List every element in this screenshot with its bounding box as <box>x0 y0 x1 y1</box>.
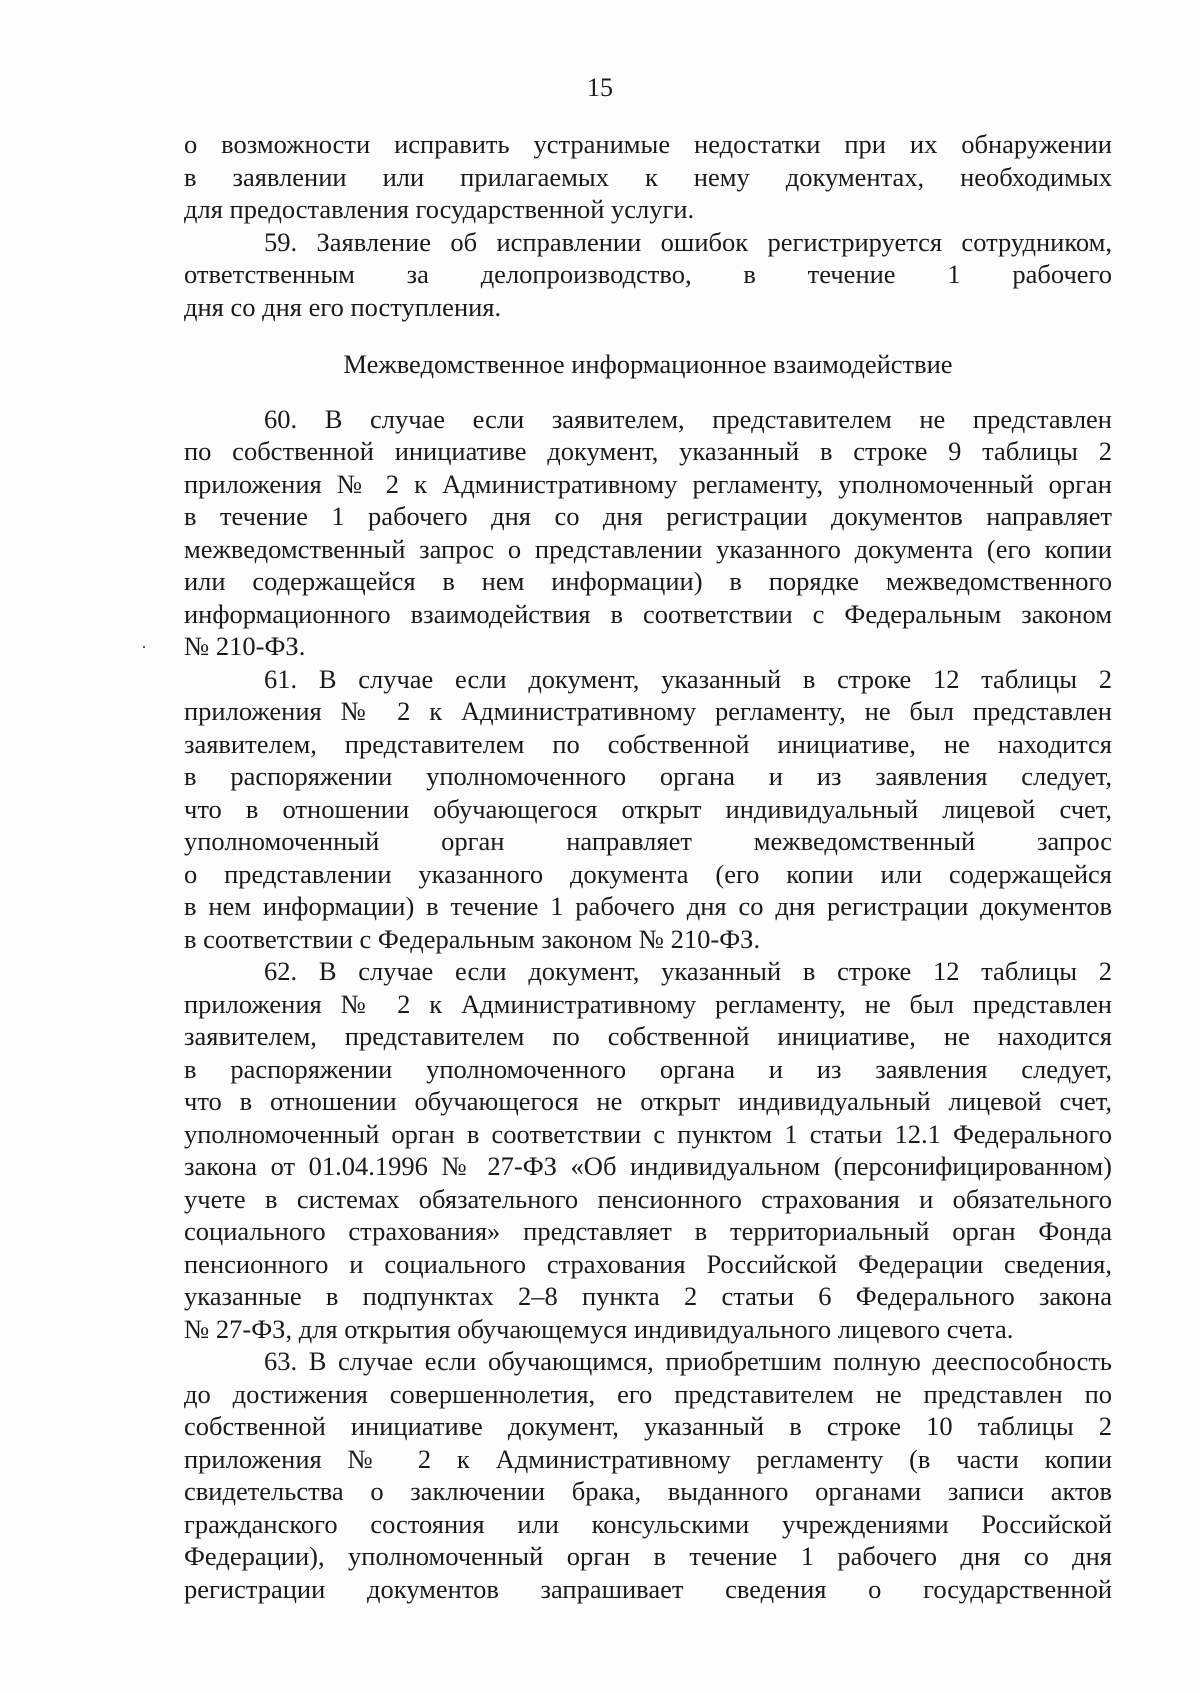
text-line: свидетельства о заключении брака, выданного органами записи актов <box>184 1476 1112 1506</box>
text-line: в нем информации) в течение 1 рабочего дня со дня регистрации документов <box>184 891 1112 921</box>
paragraph <box>184 226 1112 324</box>
scan-speck <box>143 646 145 648</box>
text-line: закона от 01.04.1996 № 27-ФЗ «Об индивидуальном (персонифицированном) <box>184 1151 1112 1181</box>
text-line: ответственным за делопроизводство, в течение 1 рабочего <box>184 259 1112 289</box>
text-line: уполномоченный орган в соответствии с пунктом 1 статьи 12.1 Федерального <box>184 1118 1112 1149</box>
text-line: в распоряжении уполномоченного органа и из заявления следует, <box>184 1053 1112 1084</box>
text-line: Федерации), уполномоченный орган в течение 1 рабочего дня со дня <box>184 1541 1112 1571</box>
text-line: о возможности исправить устранимые недостатки при их обнаружении <box>184 129 1112 159</box>
text-line: уполномоченный орган направляет межведомственный запрос <box>184 826 1112 856</box>
page-number: 15 <box>587 73 613 102</box>
text-line: заявителем, представителем по собственной инициативе, не находится <box>184 728 1112 759</box>
text-line: для предоставления государственной услуги. <box>184 194 695 224</box>
text-line: приложения № 2 к Административному регламенту, не был представлен <box>184 988 1112 1019</box>
text-line: по собственной инициативе документ, указанный в строке 9 таблицы 2 <box>184 436 1112 466</box>
text-line: что в отношении обучающегося не открыт индивидуальный лицевой счет, <box>184 1086 1112 1116</box>
text-line: или содержащейся в нем информации) в порядке межведомственного <box>184 566 1112 596</box>
text-line: 63. В случае если обучающимся, приобретшим полную дееспособность <box>264 1346 1112 1376</box>
paragraph <box>184 1345 1112 1605</box>
text-line: что в отношении обучающегося открыт индивидуальный лицевой счет, <box>184 793 1112 824</box>
text-line: указанные в подпунктах 2–8 пункта 2 статьи 6 Федерального закона <box>184 1281 1112 1311</box>
text-line: № 210-ФЗ. <box>184 631 306 661</box>
text-line: № 27-ФЗ, для открытия обучающемуся индивидуального лицевого счета. <box>184 1313 1014 1344</box>
section-heading <box>184 348 1112 381</box>
text-line: в распоряжении уполномоченного органа и из заявления следует, <box>184 761 1112 791</box>
document-body <box>184 128 1112 1605</box>
paragraph <box>184 663 1112 956</box>
text-line: приложения № 2 к Административному регламенту (в части копии <box>184 1443 1112 1474</box>
heading-text: Межведомственное информационное взаимодействие <box>343 349 953 379</box>
text-line: социального страхования» представляет в территориальный орган Фонда <box>184 1216 1112 1246</box>
text-line: 60. В случае если заявителем, представителем не представлен <box>264 403 1112 434</box>
text-line: о представлении указанного документа (его копии или содержащейся <box>184 858 1112 889</box>
text-line: 61. В случае если документ, указанный в строке 12 таблицы 2 <box>264 663 1112 694</box>
text-line: приложения № 2 к Административному регламенту, уполномоченный орган <box>184 468 1112 499</box>
text-line: приложения № 2 к Административному регламенту, не был представлен <box>184 696 1112 726</box>
text-line: 59. Заявление об исправлении ошибок регистрируется сотрудником, <box>264 226 1112 257</box>
text-line: до достижения совершеннолетия, его представителем не представлен по <box>184 1378 1112 1409</box>
paragraph <box>184 128 1112 226</box>
text-line: в течение 1 рабочего дня со дня регистрации документов направляет <box>184 501 1112 531</box>
paragraph <box>184 403 1112 663</box>
text-line: гражданского состояния или консульскими учреждениями Российской <box>184 1508 1112 1539</box>
text-line: регистрации документов запрашивает сведения о государственной <box>184 1573 1112 1604</box>
text-line: заявителем, представителем по собственной инициативе, не находится <box>184 1021 1112 1051</box>
text-line: 62. В случае если документ, указанный в строке 12 таблицы 2 <box>264 956 1112 986</box>
text-line: собственной инициативе документ, указанный в строке 10 таблицы 2 <box>184 1411 1112 1441</box>
text-line: в соответствии с Федеральным законом № 210-ФЗ. <box>184 923 761 954</box>
text-line: информационного взаимодействия в соответствии с Федеральным законом <box>184 598 1112 629</box>
text-line: в заявлении или прилагаемых к нему документах, необходимых <box>184 161 1112 192</box>
text-line: межведомственный запрос о представлении указанного документа (его копии <box>184 533 1112 564</box>
text-line: учете в системах обязательного пенсионного страхования и обязательного <box>184 1183 1112 1214</box>
paragraph <box>184 955 1112 1345</box>
text-line: пенсионного и социального страхования Российской Федерации сведения, <box>184 1248 1112 1279</box>
text-line: дня со дня его поступления. <box>184 291 502 322</box>
